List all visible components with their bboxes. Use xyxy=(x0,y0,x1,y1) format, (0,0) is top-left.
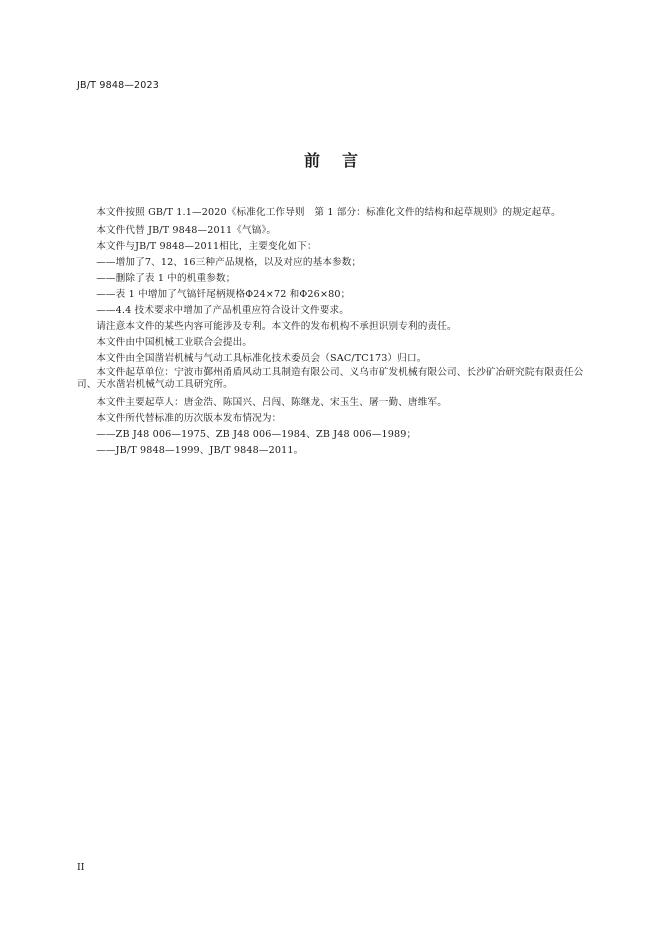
paragraph-drafting-rules: 本文件按照 GB/T 1.1—2020《标准化工作导则 第 1 部分：标准化文件的结构和起草规则》的规定起草。 xyxy=(96,207,561,218)
edition-item: ——JB/T 9848—1999、JB/T 9848—2011。 xyxy=(96,444,304,456)
page-title: 前言 xyxy=(303,151,380,170)
change-item: ——增加了7、12、16三种产品规格，以及对应的基本参数； xyxy=(96,256,362,268)
change-item: ——删除了表 1 中的机重参数； xyxy=(96,272,236,284)
foreword-body xyxy=(77,207,585,459)
paragraph-previous-editions: 本文件所代替标准的历次版本发布情况为： xyxy=(96,412,282,424)
paragraph-drafters: 本文件主要起草人：唐金浩、陈国兴、吕闯、陈继龙、宋玉生、屠一勤、唐维军。 xyxy=(96,396,447,408)
change-item: ——4.4 技术要求中增加了产品机重应符合设计文件要求。 xyxy=(96,304,349,316)
paragraph-patent-notice: 请注意本文件的某些内容可能涉及专利。本文件的发布机构不承担识别专利的责任。 xyxy=(96,320,457,332)
paragraph-drafting-organizations: 本文件起草单位：宁波市鄞州甬盾风动工具制造有限公司、义乌市矿发机械有限公司、长沙矿冶研究院有限责任公司、天水凿岩机械气动工具研究所。 xyxy=(77,366,584,390)
document-code: JB/T 9848—2023 xyxy=(77,80,159,91)
edition-item: ——ZB J48 006—1975、ZB J48 006—1984、ZB J48 006—1989； xyxy=(96,428,417,440)
paragraph-under-jurisdiction: 本文件由全国凿岩机械与气动工具标准化技术委员会（SAC/TC173）归口。 xyxy=(96,352,427,364)
change-item: ——表 1 中增加了气镐钎尾柄规格Φ24×72 和Φ26×80； xyxy=(96,288,351,300)
paragraph-changes-intro: 本文件与JB/T 9848—2011相比，主要变化如下： xyxy=(96,240,317,252)
paragraph-replaces: 本文件代替 JB/T 9848—2011《气镐》。 xyxy=(96,224,277,236)
page-number: II xyxy=(77,862,85,873)
paragraph-proposed-by: 本文件由中国机械工业联合会提出。 xyxy=(96,336,253,348)
